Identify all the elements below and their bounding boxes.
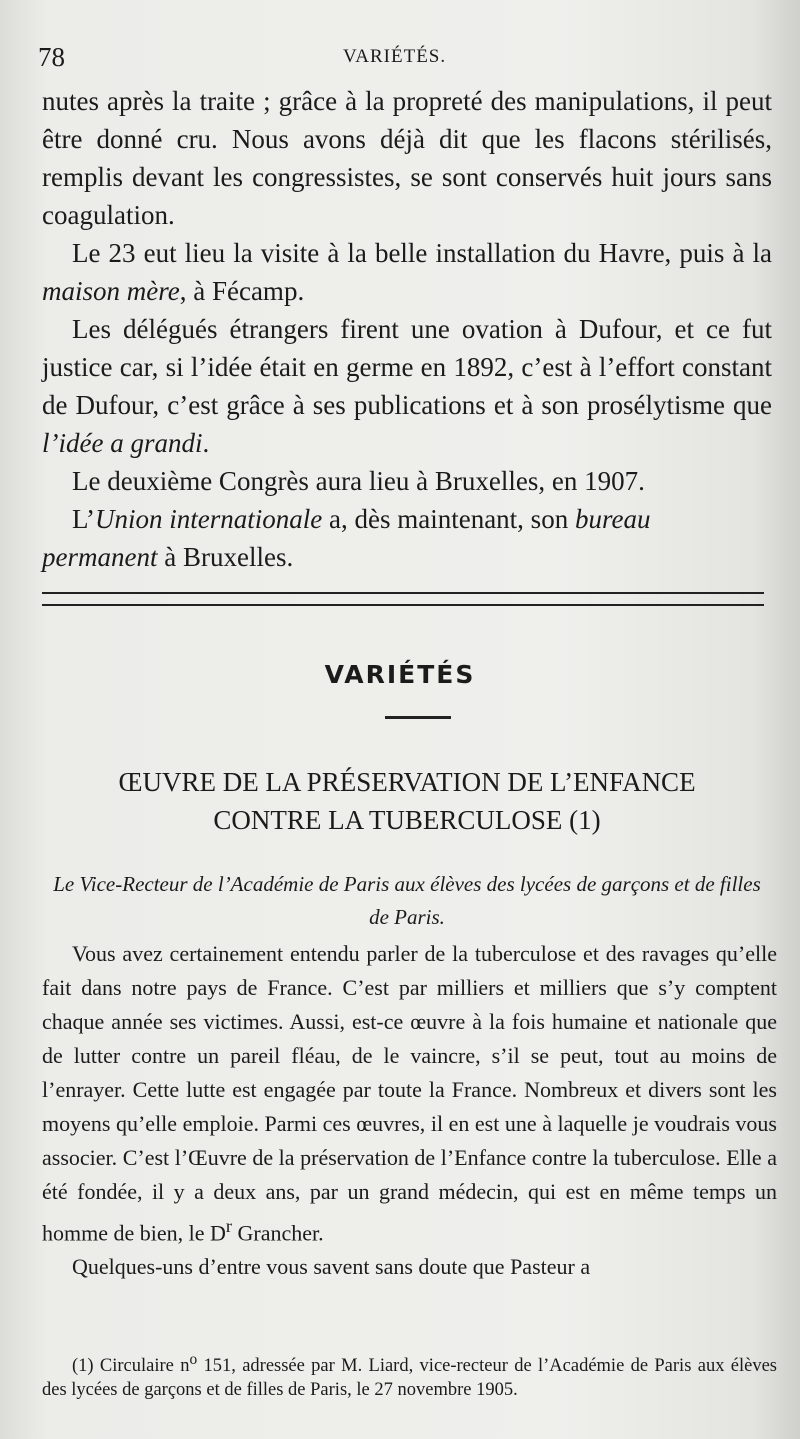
paragraph: Quelques-uns d’entre vous savent sans doute que Pasteur a: [72, 1254, 591, 1280]
article-subtitle: Le Vice-Recteur de l’Académie de Paris aux élèves des lycées de garçons et de filles de Paris.: [53, 872, 761, 929]
paragraph: Le deuxième Congrès aura lieu à Bruxelles, en 1907.: [72, 466, 645, 496]
heading-underline: [385, 716, 451, 719]
article-title-line: ŒUVRE DE LA PRÉSERVATION DE L’ENFANCE: [118, 767, 696, 797]
article-title-line: CONTRE LA TUBERCULOSE (1): [213, 805, 601, 835]
footnote: [42, 1348, 777, 1402]
running-title: VARIÉTÉS.: [343, 46, 447, 67]
page-number: 78: [38, 42, 65, 72]
page-header: [38, 40, 780, 76]
paragraph: nutes après la traite ; grâce à la propreté des manipulations, il peut être donné cru. Nous avons déjà dit que les flacons stérilisés, remplis devant les congressistes, se sont conservés huit jours sans coagulation.: [42, 86, 772, 230]
footnote-text: (1) Circulaire $n^o$ 151, adressée par M. Liard, vice-recteur de l’Académie de Paris aux élèves des lycées de garçons et de filles de Paris, le 27 novembre 1905.: [42, 1351, 777, 1401]
section-divider: [42, 592, 764, 606]
paragraph: L’Union internationale a, dès maintenant, son bureau permanent à Bruxelles.: [42, 504, 651, 572]
paragraph: Le 23 eut lieu la visite à la belle installation du Havre, puis à la maison mère, à Fécamp.: [42, 238, 772, 306]
paragraph: Vous avez certainement entendu parler de la tuberculose et des ravages qu’elle fait dans notre pays de France. C’est par milliers et milliers que s’y comptent chaque année ses victimes. Aussi, est-ce œuvre à la fois humaine et nationale que de lutter contre un pareil fléau, de le vaincre, s’il se peut, tout au moins de l’enrayer. Cette lutte est engagée par toute la France. Nombreux et divers sont les moyens qu’elle emploie. Parmi ces œuvres, il en est une à laquelle je voudrais vous associer. C’est l’Œuvre de la préservation de l’Enfance contre la tuberculose. Elle a été fondée, il y a deux ans, par un grand médecin, qui est en même temps un homme de bien, le $D^r$ Grancher.: [42, 941, 777, 1246]
article-body: [42, 937, 777, 1284]
paragraph: Les délégués étrangers firent une ovation à Dufour, et ce fut justice car, si l’idée était en germe en 1892, c’est à l’effort constant de Dufour, c’est grâce à ses publications et à son prosélytisme que l’idée a grandi.: [42, 314, 772, 458]
section-heading: VARIÉTÉS: [324, 660, 476, 689]
article-title: [42, 763, 772, 839]
continuation-text: [42, 82, 772, 576]
